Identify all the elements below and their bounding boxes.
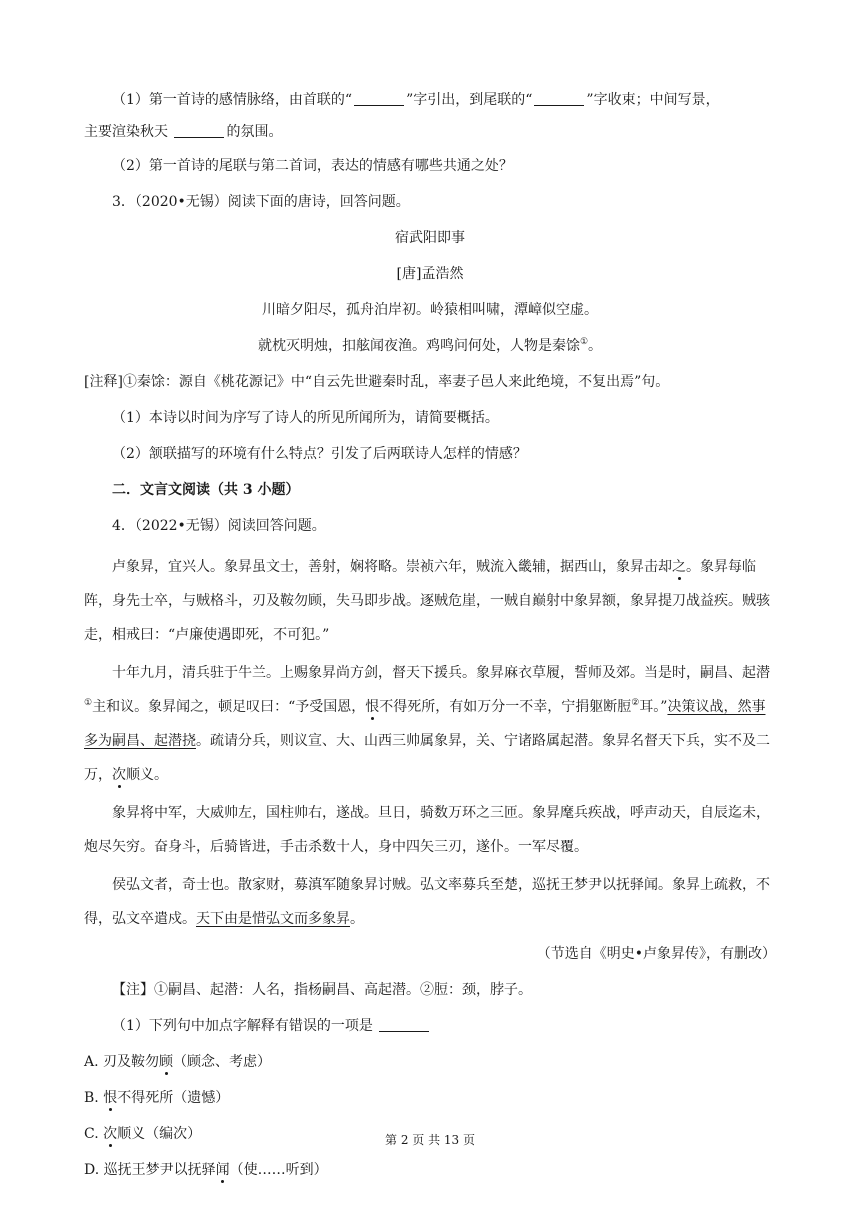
page-footer: 第 2 页 共 13 页 [385, 1133, 475, 1147]
answer-blank[interactable] [534, 90, 584, 106]
answer-blank[interactable] [379, 1016, 429, 1032]
q4-intro: 4．（2022•无锡）阅读回答问题。 [112, 518, 326, 534]
q4-note: 【注】①嗣昌、起潜：人名，指杨嗣昌、高起潜。②脰：颈，脖子。 [112, 982, 532, 998]
underlined-sentence: 决策议战，然事多为嗣昌、起潜挠 [84, 699, 766, 749]
p2-text-d: 耳。” [639, 699, 668, 715]
passage-paragraph-2 [84, 656, 776, 792]
dotted-char: 次 [103, 1126, 118, 1142]
q3-sub2: （2）颔联描写的环境有什么特点？引发了后两联诗人怎样的情感？ [112, 446, 527, 462]
poem-line-2-text: 就枕灭明烛，扣舷闻夜渔。鸡鸣问何处，人物是秦馀 [257, 338, 580, 354]
p2-text-c: 不得死所，有如万分一不幸，宁捐躯断脰 [379, 699, 632, 715]
q2-sub1-text-c: ”字收束；中间写景， [586, 92, 720, 108]
dotted-char: 恨 [365, 699, 380, 715]
option-text: C. [84, 1126, 104, 1142]
passage-paragraph-3: 象昇将中军，大威帅左，国柱帅右，遂战。旦日，骑数万环之三匝。象昇麾兵疾战，呼声动天，自辰迄未，炮尽矢穷。奋身斗，后骑皆进，手击杀数十人，身中四矢三刃，遂仆。一军尽覆。 [84, 805, 770, 855]
dotted-char: 之 [672, 559, 686, 575]
p2-text-a: 十年九月，清兵驻于牛兰。上赐象昇尚方剑，督天下援兵。象昇麻衣草履，誓师及郊。当是时，嗣昌、起潜 [112, 665, 770, 681]
option-b[interactable] [84, 1086, 776, 1110]
option-text: （使……听到） [229, 1162, 328, 1178]
q2-sub1 [84, 84, 776, 148]
q2-sub1-text-b: ”字引出，到尾联的“ [406, 92, 533, 108]
q4-sub1-prompt: （1）下列句中加点字解释有错误的一项是 [112, 1018, 378, 1034]
option-text: D. 巡抚王梦尹以抚驿 [84, 1162, 216, 1178]
section-heading: 二．文言文阅读（共 3 小题） [112, 482, 300, 498]
p2-text-f: 顺义。 [126, 767, 168, 783]
q2-sub1-text-d: 主要渲染秋天 [84, 124, 173, 140]
poem-line-2-end: 。 [588, 338, 603, 354]
p1-text-a: 卢象昇，宜兴人。象昇虽文士，善射，娴将略。崇祯六年，贼流入畿辅，据西山，象昇击却 [112, 559, 672, 575]
passage-paragraph-1 [84, 550, 776, 652]
answer-blank[interactable] [174, 122, 224, 138]
option-text: （顾念、考虑） [173, 1054, 272, 1070]
option-a[interactable] [84, 1050, 776, 1074]
p2-text-b: 主和议。象昇闻之，顿足叹曰：“予受国恩， [92, 699, 366, 715]
footnote-marker: ① [84, 698, 93, 708]
q4-sub1 [84, 1014, 776, 1038]
answer-blank[interactable] [354, 90, 404, 106]
option-text: 不得死所（遗憾） [117, 1090, 230, 1106]
poem-line-2 [84, 334, 776, 358]
classical-passage [84, 550, 776, 936]
poem-author: [唐]孟浩然 [396, 266, 464, 282]
poem-line-1: 川暗夕阳尽，孤舟泊岸初。岭猿相叫啸，潭嶂似空虚。 [262, 302, 598, 318]
q3-note: [注释]①秦馀：源自《桃花源记》中“自云先世避秦时乱，率妻子邑人来此绝境，不复出焉”句。 [84, 374, 670, 390]
dotted-char: 顾 [159, 1054, 174, 1070]
q2-sub2: （2）第一首诗的尾联与第二首词，表达的情感有哪些共通之处？ [112, 158, 513, 174]
footnote-marker: ② [631, 698, 640, 708]
option-text: 顺义（编次） [117, 1126, 202, 1142]
option-text: B. [84, 1090, 104, 1106]
dotted-char: 次 [112, 767, 126, 783]
passage-source: （节选自《明史•卢象昇传》，有删改） [536, 946, 776, 962]
p4-text-b: 。 [350, 911, 364, 927]
option-text: A. 刃及鞍勿 [84, 1054, 160, 1070]
passage-paragraph-4 [84, 868, 776, 936]
q2-sub1-text-e: 的氛围。 [226, 124, 283, 140]
q3-intro: 3．（2020•无锡）阅读下面的唐诗，回答问题。 [112, 194, 410, 210]
p1-text-b: 。象昇每临阵，身先士卒，与贼格斗，刃及鞍勿顾，失马即步战。逐贼危崖，一贼自巅射中象昇额，象昇提刀战益疾。贼骇走，相戒曰：“卢廉使遇即死，不可犯。” [84, 559, 770, 643]
underlined-sentence: 天下由是惜弘文而多象昇 [196, 911, 350, 927]
q2-sub1-text-a: （1）第一首诗的感情脉络，由首联的“ [112, 92, 353, 108]
poem-title: 宿武阳即事 [395, 230, 465, 246]
exam-page [84, 84, 776, 1194]
option-d[interactable] [84, 1158, 776, 1182]
q3-sub1: （1）本诗以时间为序写了诗人的所见所闻所为，请简要概括。 [112, 410, 499, 426]
dotted-char: 恨 [103, 1090, 118, 1106]
p2-text-e: 。疏请分兵，则议宣、大、山西三帅属象昇，关、宁诸路属起潜。象昇名督天下兵，实不及二万， [84, 733, 770, 783]
footnote-marker: ① [579, 337, 589, 347]
dotted-char: 闻 [215, 1162, 230, 1178]
p4-text-a: 侯弘文者，奇士也。散家财，募滇军随象昇讨贼。弘文率募兵至楚，巡抚王梦尹以抚驿闻。象昇上疏救，不得，弘文卒遣戍。 [84, 877, 770, 927]
